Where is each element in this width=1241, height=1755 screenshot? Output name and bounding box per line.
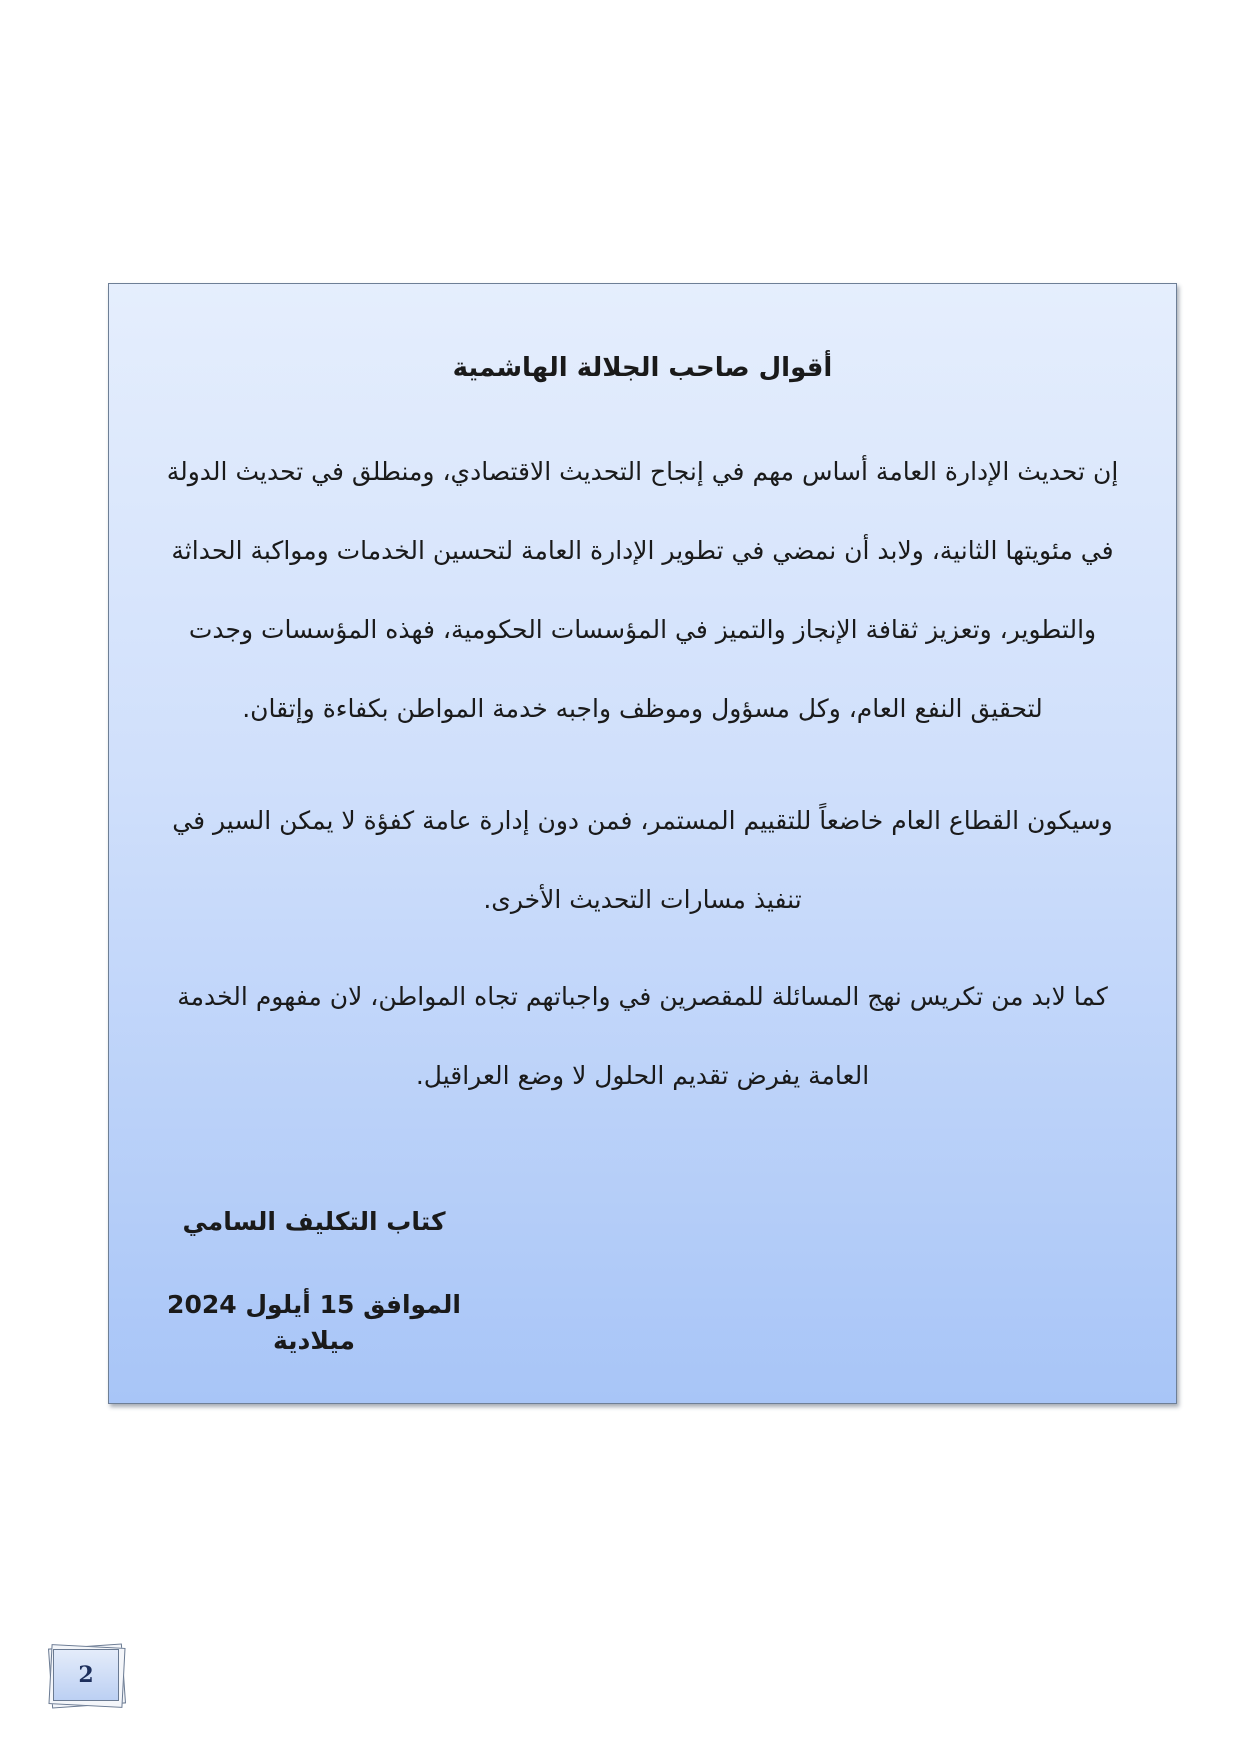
page-number-badge bbox=[46, 1642, 128, 1710]
signature-date: الموافق 15 أيلول 2024 ميلادية bbox=[167, 1290, 461, 1355]
quote-paragraph-3: كما لابد من تكريس نهج المسائلة للمقصرين في واجباتهم تجاه المواطن، لان مفهوم الخدمة العامة يفرض تقديم الحلول لا وضع العراقيل. bbox=[177, 982, 1108, 1090]
quote-paragraph-2: وسيكون القطاع العام خاضعاً للتقييم المستمر، فمن دون إدارة عامة كفؤة لا يمكن السير في تنفيذ مسارات التحديث الأخرى. bbox=[172, 806, 1113, 914]
quote-title: أقوال صاحب الجلالة الهاشمية bbox=[452, 353, 833, 383]
royal-quote-box bbox=[108, 283, 1177, 1404]
page-number: 2 bbox=[53, 1649, 119, 1701]
quote-paragraph-1: إن تحديث الإدارة العامة أساس مهم في إنجاح التحديث الاقتصادي، ومنطلق في تحديث الدولة في مئويتها الثانية، ولابد أن نمضي في تطوير الإدارة العامة لتحسين الخدمات ومواكبة الحداثة والتطوير، وتعزيز ثقافة الإنجاز والتميز في المؤسسات الحكومية، فهذه المؤسسات وجدت لتحقيق النفع العام، وكل مسؤول وموظف واجبه خدمة المواطن بكفاءة وإتقان. bbox=[166, 457, 1119, 723]
signature-source: كتاب التكليف السامي bbox=[182, 1207, 446, 1236]
